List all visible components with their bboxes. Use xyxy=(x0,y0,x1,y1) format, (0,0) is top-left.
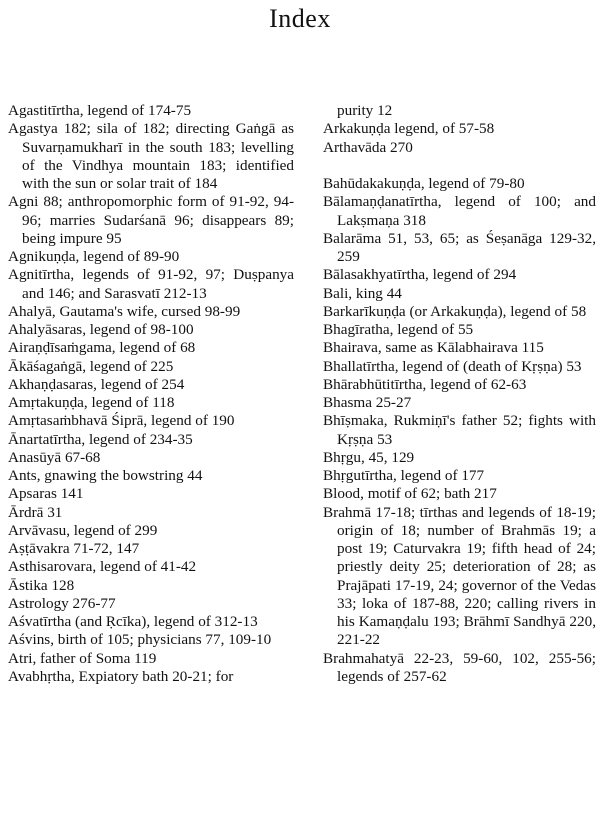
index-column-left xyxy=(8,102,294,686)
index-entry: Bhallatīrtha, legend of (death of Kṛṣṇa) 53 xyxy=(323,357,582,375)
index-entry: Bhairava, same as Kālabhairava 115 xyxy=(323,339,544,357)
index-entry: Āstika 128 xyxy=(8,576,75,594)
index-entry: Amṛtakuṇḍa, legend of 118 xyxy=(8,394,175,411)
index-entry: Brahmahatyā 22-23, 59-60, 102, 255-56; legends of 257-62 xyxy=(323,649,596,685)
index-entry: Akhaṇḍasaras, legend of 254 xyxy=(8,375,185,393)
index-entry: Ants, gnawing the bowstring 44 xyxy=(8,467,203,484)
index-entry: Atri, father of Soma 119 xyxy=(8,649,157,667)
index-entry: Bahūdakakuṇḍa, legend of 79-80 xyxy=(323,175,525,192)
index-entry: Agastya 182; sila of 182; directing Gaṅgā as Suvarṇamukharī in the south 183; levelling of the Vindhya mountain 183; identified with the sun or solar trait of 184 xyxy=(8,120,294,192)
index-entry: Barkarīkuṇḍa (or Arkakuṇḍa), legend of 58 xyxy=(323,302,587,320)
index-entry: Brahmā 17-18; tīrthas and legends of 18-19; origin of 18; number of Brahmās 19; a post 19; Caturvakra 19; fifth head of 24; priestly deity 25; deterioration of 28; as Prajāpati 17-19, 24; governor of the Vedas 33; loka of 187-88, 220; calling rivers in his Kamaṇḍalu 193; Brāhmī Sandhyā 220, 221-22 xyxy=(323,503,596,649)
index-entry: Ahalyā, Gautama's wife, cursed 98-99 xyxy=(8,302,241,320)
index-entry: Apsaras 141 xyxy=(8,485,84,503)
index-entry: Agastitīrtha, legend of 174-75 xyxy=(8,102,192,119)
index-entry: Bhṛgutīrtha, legend of 177 xyxy=(323,467,485,484)
index-entry: Aṣṭāvakra 71-72, 147 xyxy=(8,540,140,557)
section-gap xyxy=(323,157,596,175)
index-entry: Arkakuṇḍa legend, of 57-58 xyxy=(323,120,495,138)
index-entry: Bhasma 25-27 xyxy=(323,394,412,411)
index-entry: Agnitīrtha, legends of 91-92, 97; Duṣpanya and 146; and Sarasvatī 212-13 xyxy=(8,266,294,302)
index-entry: Ārdrā 31 xyxy=(8,503,63,521)
index-entry: Amṛtasaṁbhavā Śiprā, legend of 190 xyxy=(8,412,235,430)
page-title: Index xyxy=(269,4,331,33)
index-entry: Astrology 276-77 xyxy=(8,594,116,612)
index-entry: Ākāśagaṅgā, legend of 225 xyxy=(8,357,174,375)
index-entry: Bālamaṇḍanatīrtha, legend of 100; and Lakṣmaṇa 318 xyxy=(323,193,596,229)
index-entry: Arvāvasu, legend of 299 xyxy=(8,521,158,539)
index-entry: Aśvins, birth of 105; physicians 77, 109-10 xyxy=(8,631,272,649)
index-entry: Ānartatīrtha, legend of 234-35 xyxy=(8,430,193,448)
index-entry: Balarāma 51, 53, 65; as Śeṣanāga 129-32, 259 xyxy=(323,229,596,265)
index-entry: Agnikuṇḍa, legend of 89-90 xyxy=(8,248,180,265)
index-entry: Bālasakhyatīrtha, legend of 294 xyxy=(323,266,517,284)
index-entry: Anasūyā 67-68 xyxy=(8,448,101,466)
index-entry: Avabhṛtha, Expiatory bath 20-21; for xyxy=(8,667,234,685)
index-entry: Asthisarovara, legend of 41-42 xyxy=(8,558,197,576)
index-entry: Bali, king 44 xyxy=(323,284,402,302)
index-entry: Bhārabhūtitīrtha, legend of 62-63 xyxy=(323,375,527,393)
index-entry: Bhagīratha, legend of 55 xyxy=(323,321,474,338)
index-column-right xyxy=(323,102,596,686)
index-entry: Aśvatīrtha (and Ṛcīka), legend of 312-13 xyxy=(8,613,258,630)
index-entry: Airaṇḍīsaṁgama, legend of 68 xyxy=(8,339,196,357)
index-entry: Ahalyāsaras, legend of 98-100 xyxy=(8,321,194,338)
index-entry-continuation: purity 12 xyxy=(337,102,393,119)
index-entry: Bhīṣmaka, Rukmiṇī's father 52; fights with Kṛṣṇa 53 xyxy=(323,412,596,448)
index-entry: Bhṛgu, 45, 129 xyxy=(323,448,415,466)
index-entry: Agni 88; anthropomorphic form of 91-92, 94-96; marries Sudarśanā 96; disappears 89; being impure 95 xyxy=(8,193,294,247)
index-entry: Arthavāda 270 xyxy=(323,138,413,156)
index-entry: Blood, motif of 62; bath 217 xyxy=(323,485,497,503)
